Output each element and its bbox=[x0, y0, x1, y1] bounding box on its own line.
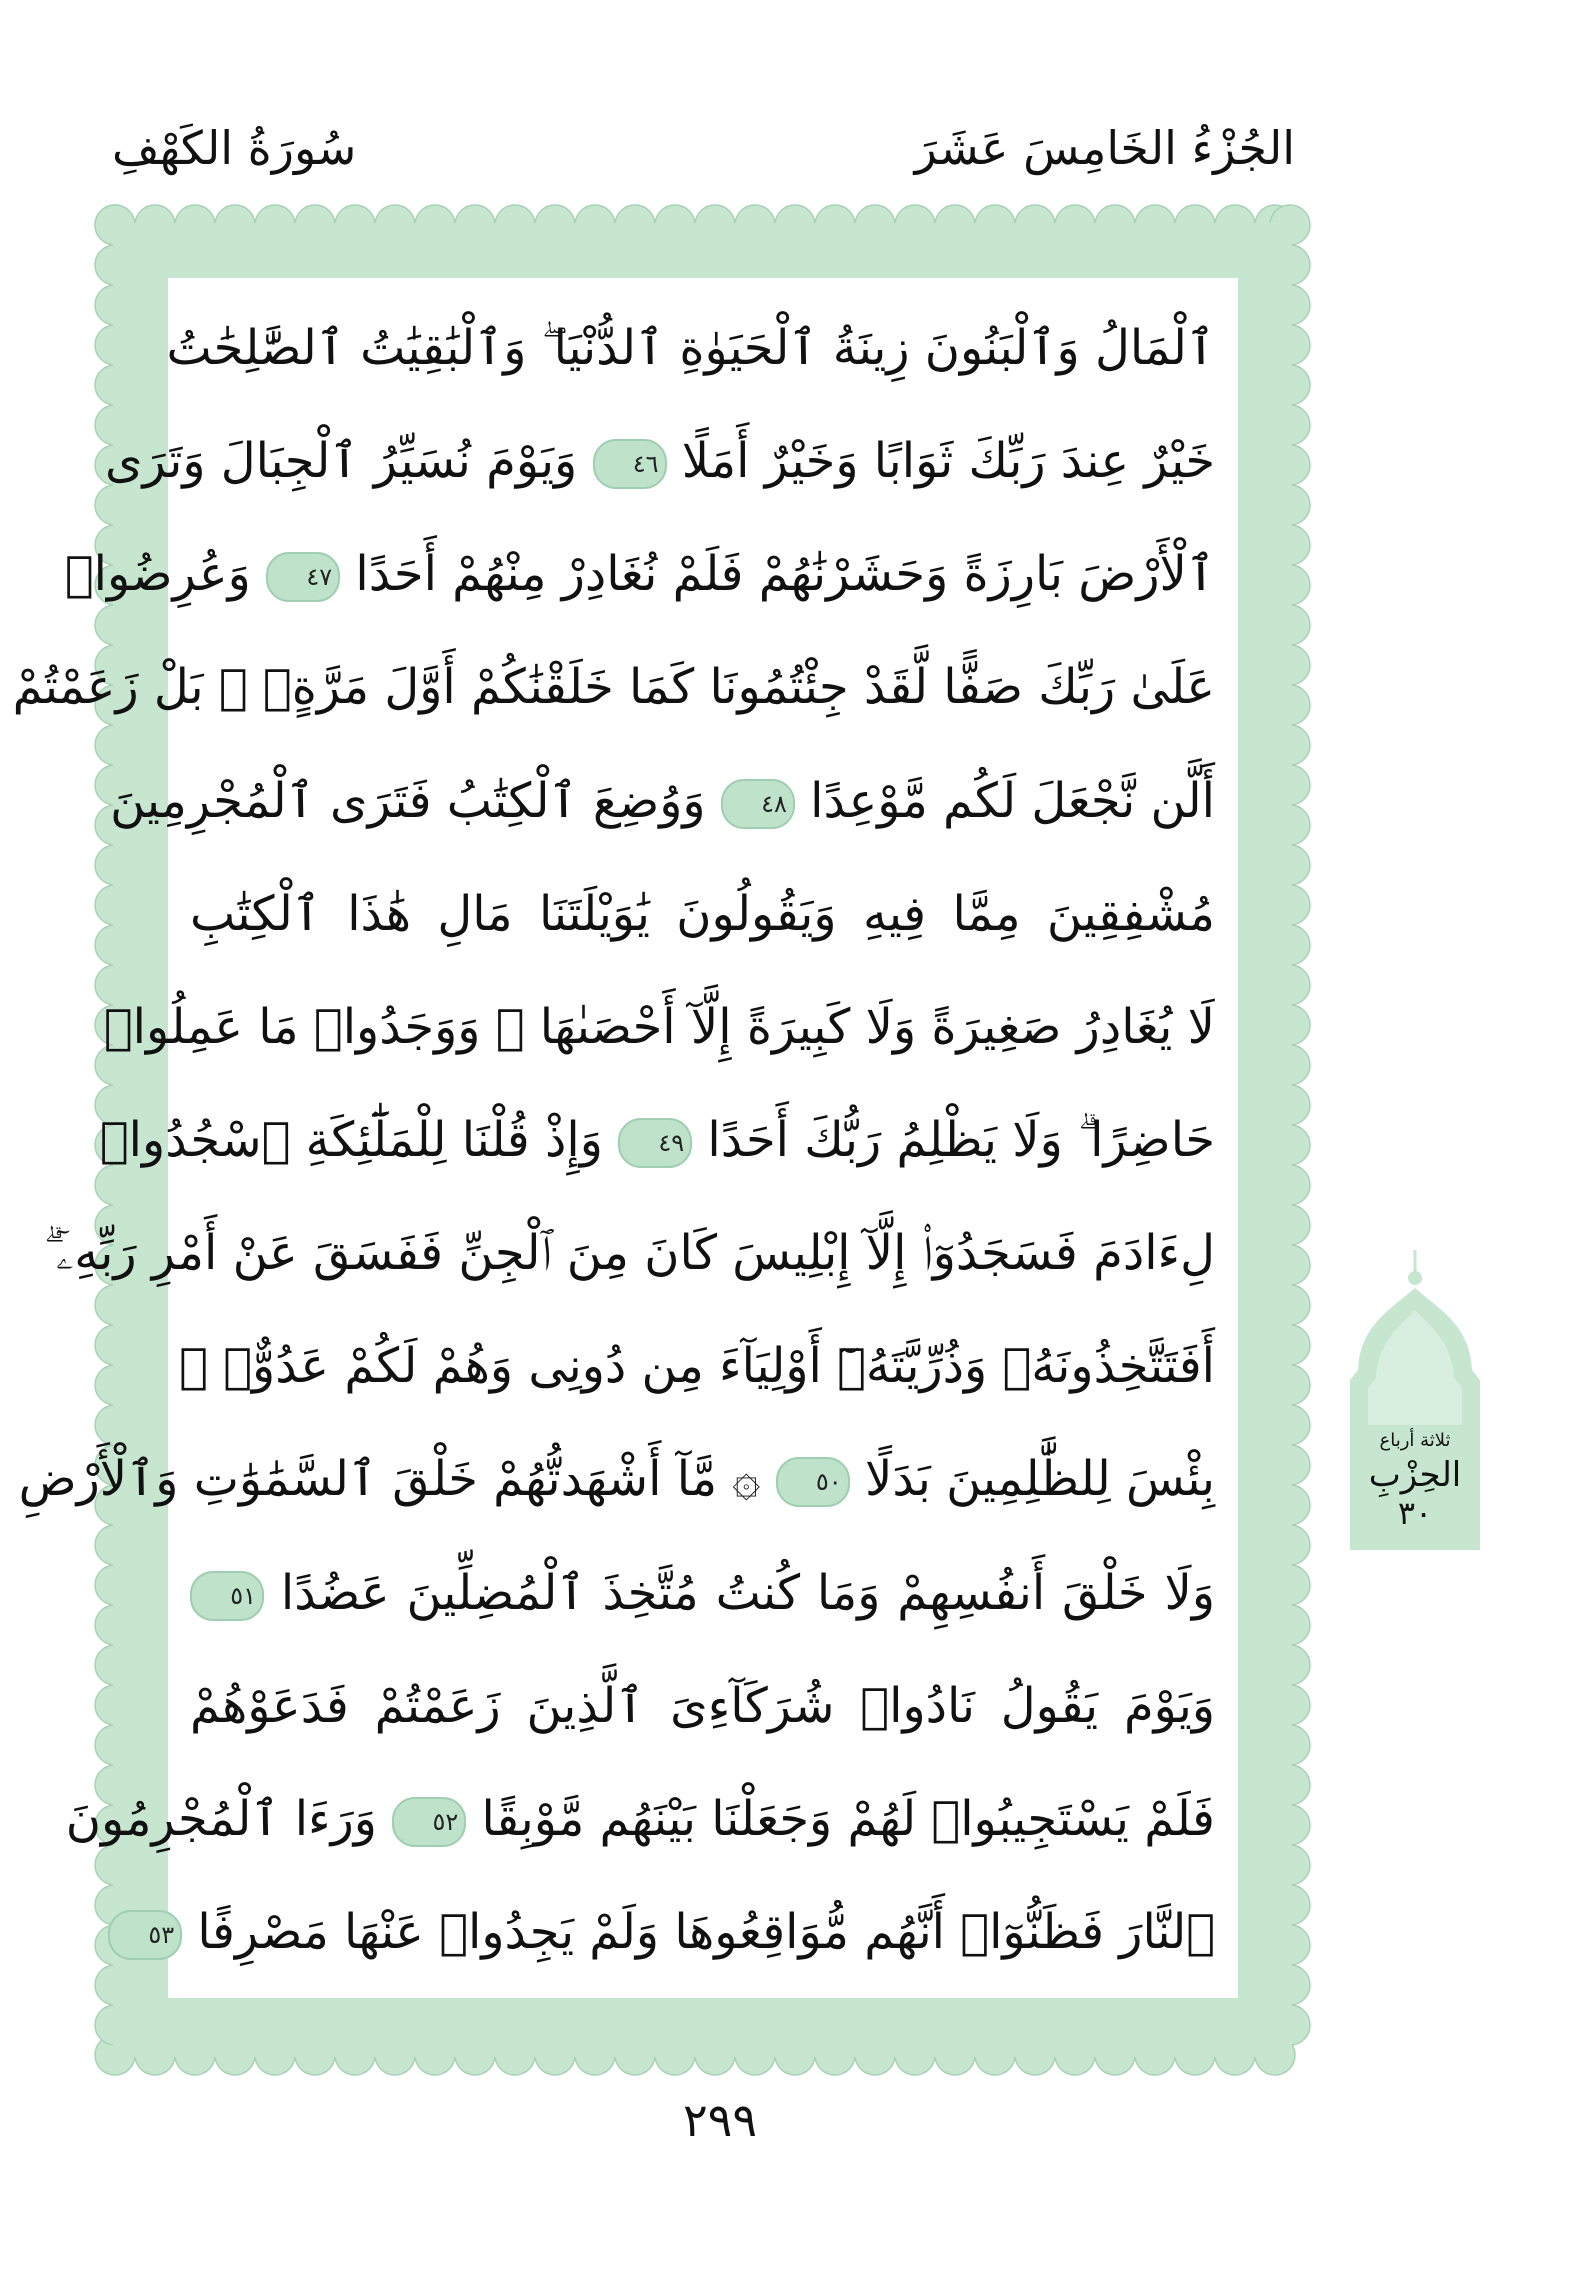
verse-line bbox=[99, 1092, 1215, 1188]
verse-line bbox=[18, 1431, 1215, 1527]
verse-text: بِئْسَ لِلظَّٰلِمِينَ بَدَلًا bbox=[864, 1451, 1215, 1508]
ayah-number-marker: ٥١ bbox=[190, 1571, 264, 1621]
verse-text: لِءَادَمَ فَسَجَدُوٓا۟ إِلَّآ إِبْلِيسَ كَانَ مِنَ ٱلْجِنِّ فَفَسَقَ عَنْ أَمْرِ رَبِّهِۦٓ ۗ bbox=[44, 1225, 1215, 1282]
verse-line bbox=[12, 639, 1215, 735]
hizb-number: ٣٠ bbox=[1397, 1494, 1433, 1532]
verse-text: عَلَىٰ رَبِّكَ صَفًّا لَّقَدْ جِئْتُمُونَا كَمَا خَلَقْنَٰكُمْ أَوَّلَ مَرَّةٍۭ ۚ بَلْ زَعَمْتُمْ bbox=[12, 659, 1215, 716]
verse-text: وَعُرِضُوا۟ bbox=[64, 546, 251, 603]
verse-text: لَا يُغَادِرُ صَغِيرَةً وَلَا كَبِيرَةً إِلَّآ أَحْصَىٰهَا ۚ وَوَجَدُوا۟ مَا عَمِلُوا۟ bbox=[103, 998, 1215, 1055]
ayah-number-marker: ٤٨ bbox=[721, 779, 795, 829]
verse-text: ۞ مَّآ أَشْهَدتُّهُمْ خَلْقَ ٱلسَّمَٰوَٰتِ وَٱلْأَرْضِ bbox=[18, 1451, 761, 1508]
ayah-number-marker: ٤٧ bbox=[266, 552, 340, 602]
juz-title: الجُزْءُ الخَامِسَ عَشَرَ bbox=[914, 121, 1295, 175]
verse-line bbox=[166, 300, 1215, 396]
verse-text: خَيْرٌ عِندَ رَبِّكَ ثَوَابًا وَخَيْرٌ أَمَلًا bbox=[681, 433, 1215, 490]
verse-lines bbox=[12, 300, 1216, 1980]
verse-text: وَوُضِعَ ٱلْكِتَٰبُ فَتَرَى ٱلْمُجْرِمِينَ bbox=[110, 772, 706, 829]
verse-line bbox=[104, 413, 1215, 509]
ayah-number-marker: ٤٦ bbox=[593, 439, 667, 489]
verse-line bbox=[103, 979, 1215, 1075]
hizb-label: ثلاثة أرباع bbox=[1379, 1430, 1451, 1451]
ayah-number-marker: ٤٩ bbox=[618, 1118, 692, 1168]
verse-text: حَاضِرًا ۗ وَلَا يَظْلِمُ رَبُّكَ أَحَدًا bbox=[707, 1111, 1215, 1168]
verse-text: ٱلْمَالُ وَٱلْبَنُونَ زِينَةُ ٱلْحَيَوٰةِ ٱلدُّنْيَا ۖ وَٱلْبَٰقِيَٰتُ ٱلصَّٰلِحَٰتُ bbox=[166, 320, 1215, 376]
verse-line bbox=[179, 1318, 1215, 1414]
verse-line bbox=[190, 1658, 1215, 1754]
verse-text: وَرَءَا ٱلْمُجْرِمُونَ bbox=[65, 1790, 377, 1847]
verse-line bbox=[65, 1771, 1215, 1867]
verse-text: وَيَوْمَ يَقُولُ نَادُوا۟ شُرَكَآءِىَ ٱلَّذِينَ زَعَمْتُمْ فَدَعَوْهُمْ bbox=[190, 1677, 1215, 1734]
verse-text: فَلَمْ يَسْتَجِيبُوا۟ لَهُمْ وَجَعَلْنَا بَيْنَهُم مَّوْبِقًا bbox=[481, 1790, 1215, 1847]
verse-line bbox=[110, 753, 1215, 849]
ayah-number-marker: ٥٠ bbox=[776, 1457, 850, 1507]
ayah-number-marker: ٥٢ bbox=[392, 1797, 466, 1847]
verse-text: ٱلنَّارَ فَظَنُّوٓا۟ أَنَّهُم مُّوَاقِعُوهَا وَلَمْ يَجِدُوا۟ عَنْهَا مَصْرِفًا bbox=[197, 1903, 1215, 1960]
verse-text: وَيَوْمَ نُسَيِّرُ ٱلْجِبَالَ وَتَرَى bbox=[104, 433, 578, 490]
verse-line bbox=[44, 1205, 1215, 1301]
verse-text: ٱلْأَرْضَ بَارِزَةً وَحَشَرْنَٰهُمْ فَلَمْ نُغَادِرْ مِنْهُمْ أَحَدًا bbox=[355, 546, 1215, 603]
verse-line bbox=[64, 526, 1215, 622]
verse-text: أَفَتَتَّخِذُونَهُۥ وَذُرِّيَّتَهُۥٓ أَوْلِيَآءَ مِن دُونِى وَهُمْ لَكُمْ عَدُوٌّۢ ۚ bbox=[179, 1338, 1215, 1395]
verse-line bbox=[190, 1545, 1215, 1641]
verse-line bbox=[148, 1884, 1215, 1980]
verse-text: مُشْفِقِينَ مِمَّا فِيهِ وَيَقُولُونَ يَٰوَيْلَتَنَا مَالِ هَٰذَا ٱلْكِتَٰبِ bbox=[190, 885, 1215, 942]
verse-text: وَلَا خَلْقَ أَنفُسِهِمْ وَمَا كُنتُ مُتَّخِذَ ٱلْمُضِلِّينَ عَضُدًا bbox=[280, 1564, 1216, 1621]
verse-text: أَلَّن نَّجْعَلَ لَكُم مَّوْعِدًا bbox=[810, 772, 1215, 829]
verse-text: وَإِذْ قُلْنَا لِلْمَلَٰٓئِكَةِ ٱسْجُدُوا۟ bbox=[99, 1111, 603, 1168]
verse-line bbox=[190, 866, 1215, 962]
surah-title: سُورَةُ الكَهْفِ bbox=[112, 121, 357, 175]
page-number: ٢٩٩ bbox=[682, 2093, 758, 2147]
ayah-number-marker: ٥٣ bbox=[108, 1910, 182, 1960]
hizb-word: الحِزْبِ bbox=[1368, 1455, 1462, 1495]
